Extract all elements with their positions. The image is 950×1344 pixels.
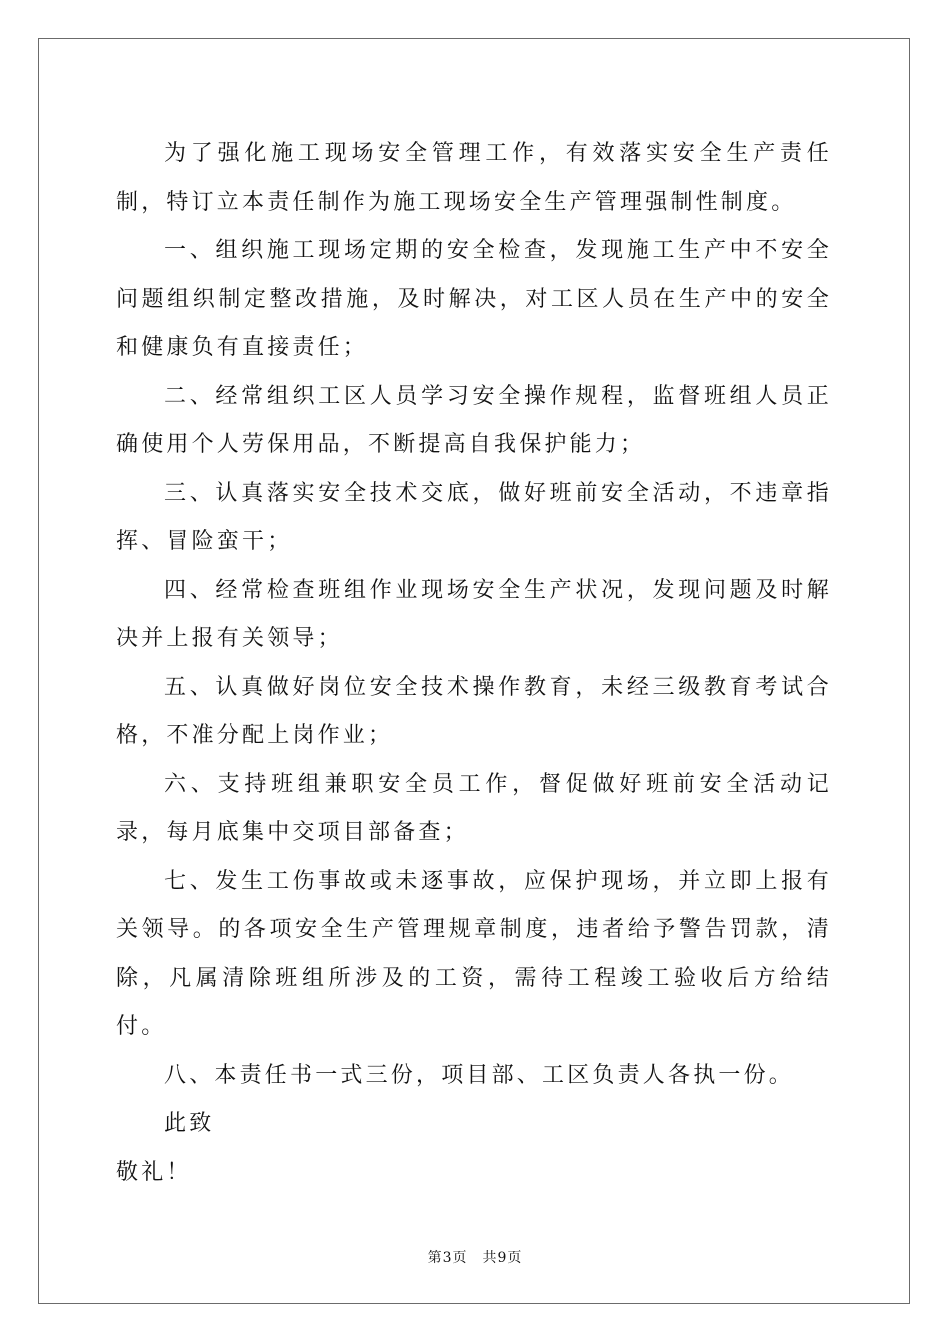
page-number-footer: 第3页 共9页 (427, 1250, 523, 1266)
salutation: 此致 (164, 1111, 215, 1136)
clause-1: 一、组织施工现场定期的安全检查，发现施工生产中不安全问题组织制定整改措施，及时解决，对工区人员在生产中的安全和健康负有直接责任； (116, 238, 832, 360)
clause-2: 二、经常组织工区人员学习安全操作规程，监督班组人员正确使用个人劳保用品，不断提高自我保护能力； (116, 383, 832, 457)
clause-3: 三、认真落实安全技术交底，做好班前安全活动，不违章指挥、冒险蛮干； (116, 480, 832, 554)
clause-5: 五、认真做好岗位安全技术操作教育，未经三级教育考试合格，不准分配上岗作业； (116, 674, 832, 748)
clause-6: 六、支持班组兼职安全员工作，督促做好班前安全活动记录，每月底集中交项目部备查； (116, 771, 832, 845)
document-body (116, 130, 832, 1197)
clause-4: 四、经常检查班组作业现场安全生产状况，发现问题及时解决并上报有关领导； (116, 577, 832, 651)
closing-regards: 敬礼！ (116, 1159, 192, 1185)
clause-8: 八、本责任书一式三份，项目部、工区负责人各执一份。 (164, 1062, 795, 1088)
clause-7: 七、发生工伤事故或未逐事故，应保护现场，并立即上报有关领导。的各项安全生产管理规章制度，违者给予警告罚款，清除，凡属清除班组所涉及的工资，需待工程竣工验收后方给结付。 (116, 868, 832, 1039)
intro-paragraph: 为了强化施工现场安全管理工作，有效落实安全生产责任制，特订立本责任制作为施工现场安全生产管理强制性制度。 (116, 141, 832, 215)
